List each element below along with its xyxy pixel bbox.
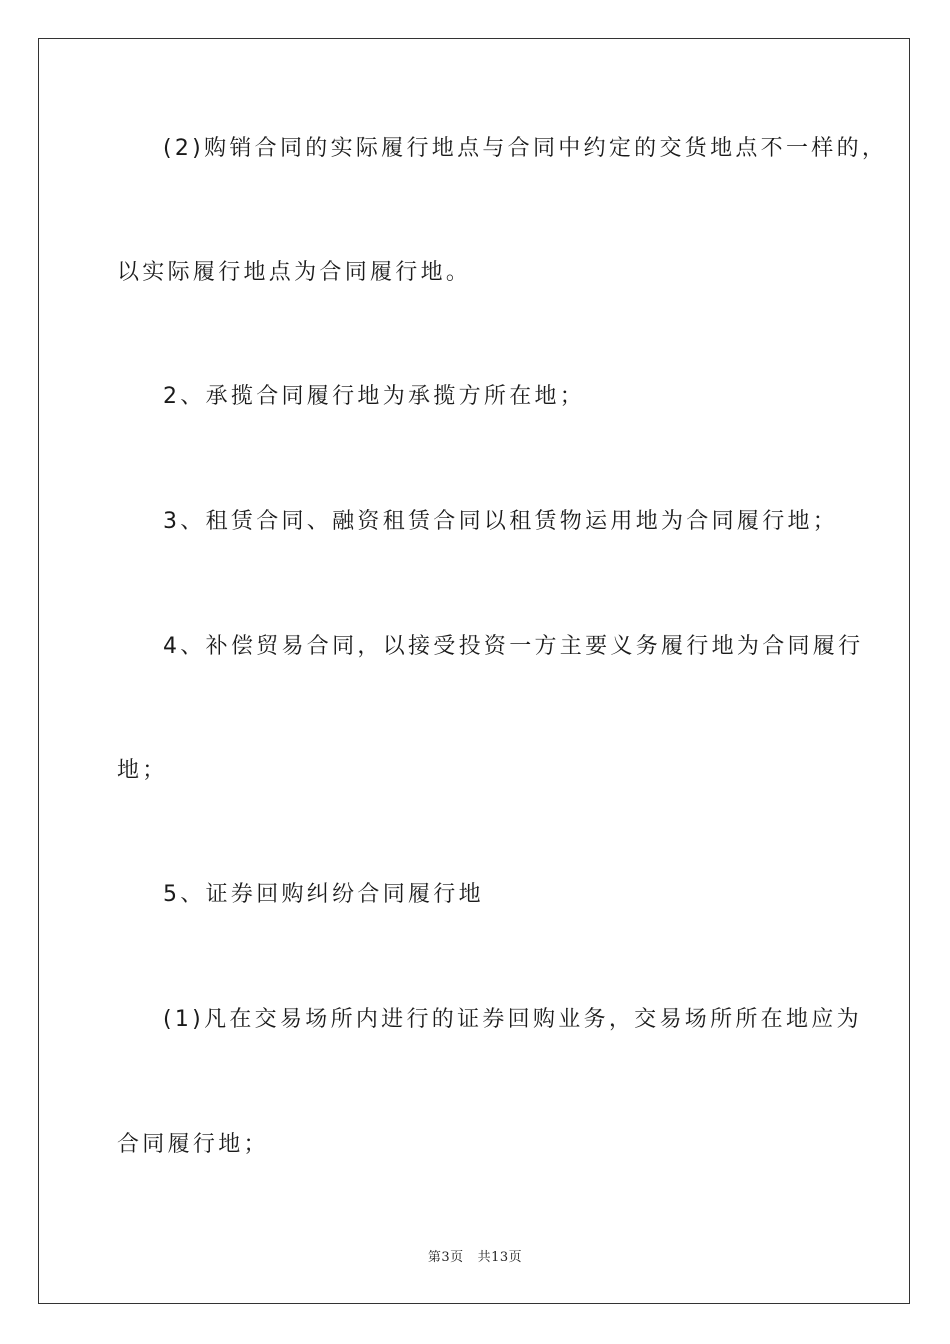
- page-footer: [0, 1246, 950, 1265]
- text-line-5: 4、补偿贸易合同，以接受投资一方主要义务履行地为合同履行: [163, 634, 864, 659]
- text-line-9: 合同履行地；: [117, 1132, 269, 1157]
- page-border: [38, 38, 910, 1304]
- current-page-number: 第3页: [427, 1250, 464, 1265]
- text-line-1: (2)购销合同的实际履行地点与合同中约定的交货地点不一样的，: [163, 136, 888, 161]
- text-line-7: 5、证券回购纠纷合同履行地: [163, 882, 484, 907]
- text-line-3: 2、承揽合同履行地为承揽方所在地；: [163, 384, 586, 409]
- text-line-4: 3、租赁合同、融资租赁合同以租赁物运用地为合同履行地；: [163, 509, 839, 534]
- total-page-count: 共13页: [477, 1250, 523, 1265]
- text-line-6: 地；: [117, 758, 168, 783]
- text-line-2: 以实际履行地点为合同履行地。: [117, 260, 472, 285]
- text-line-8: (1)凡在交易场所内进行的证券回购业务，交易场所所在地应为: [163, 1007, 862, 1032]
